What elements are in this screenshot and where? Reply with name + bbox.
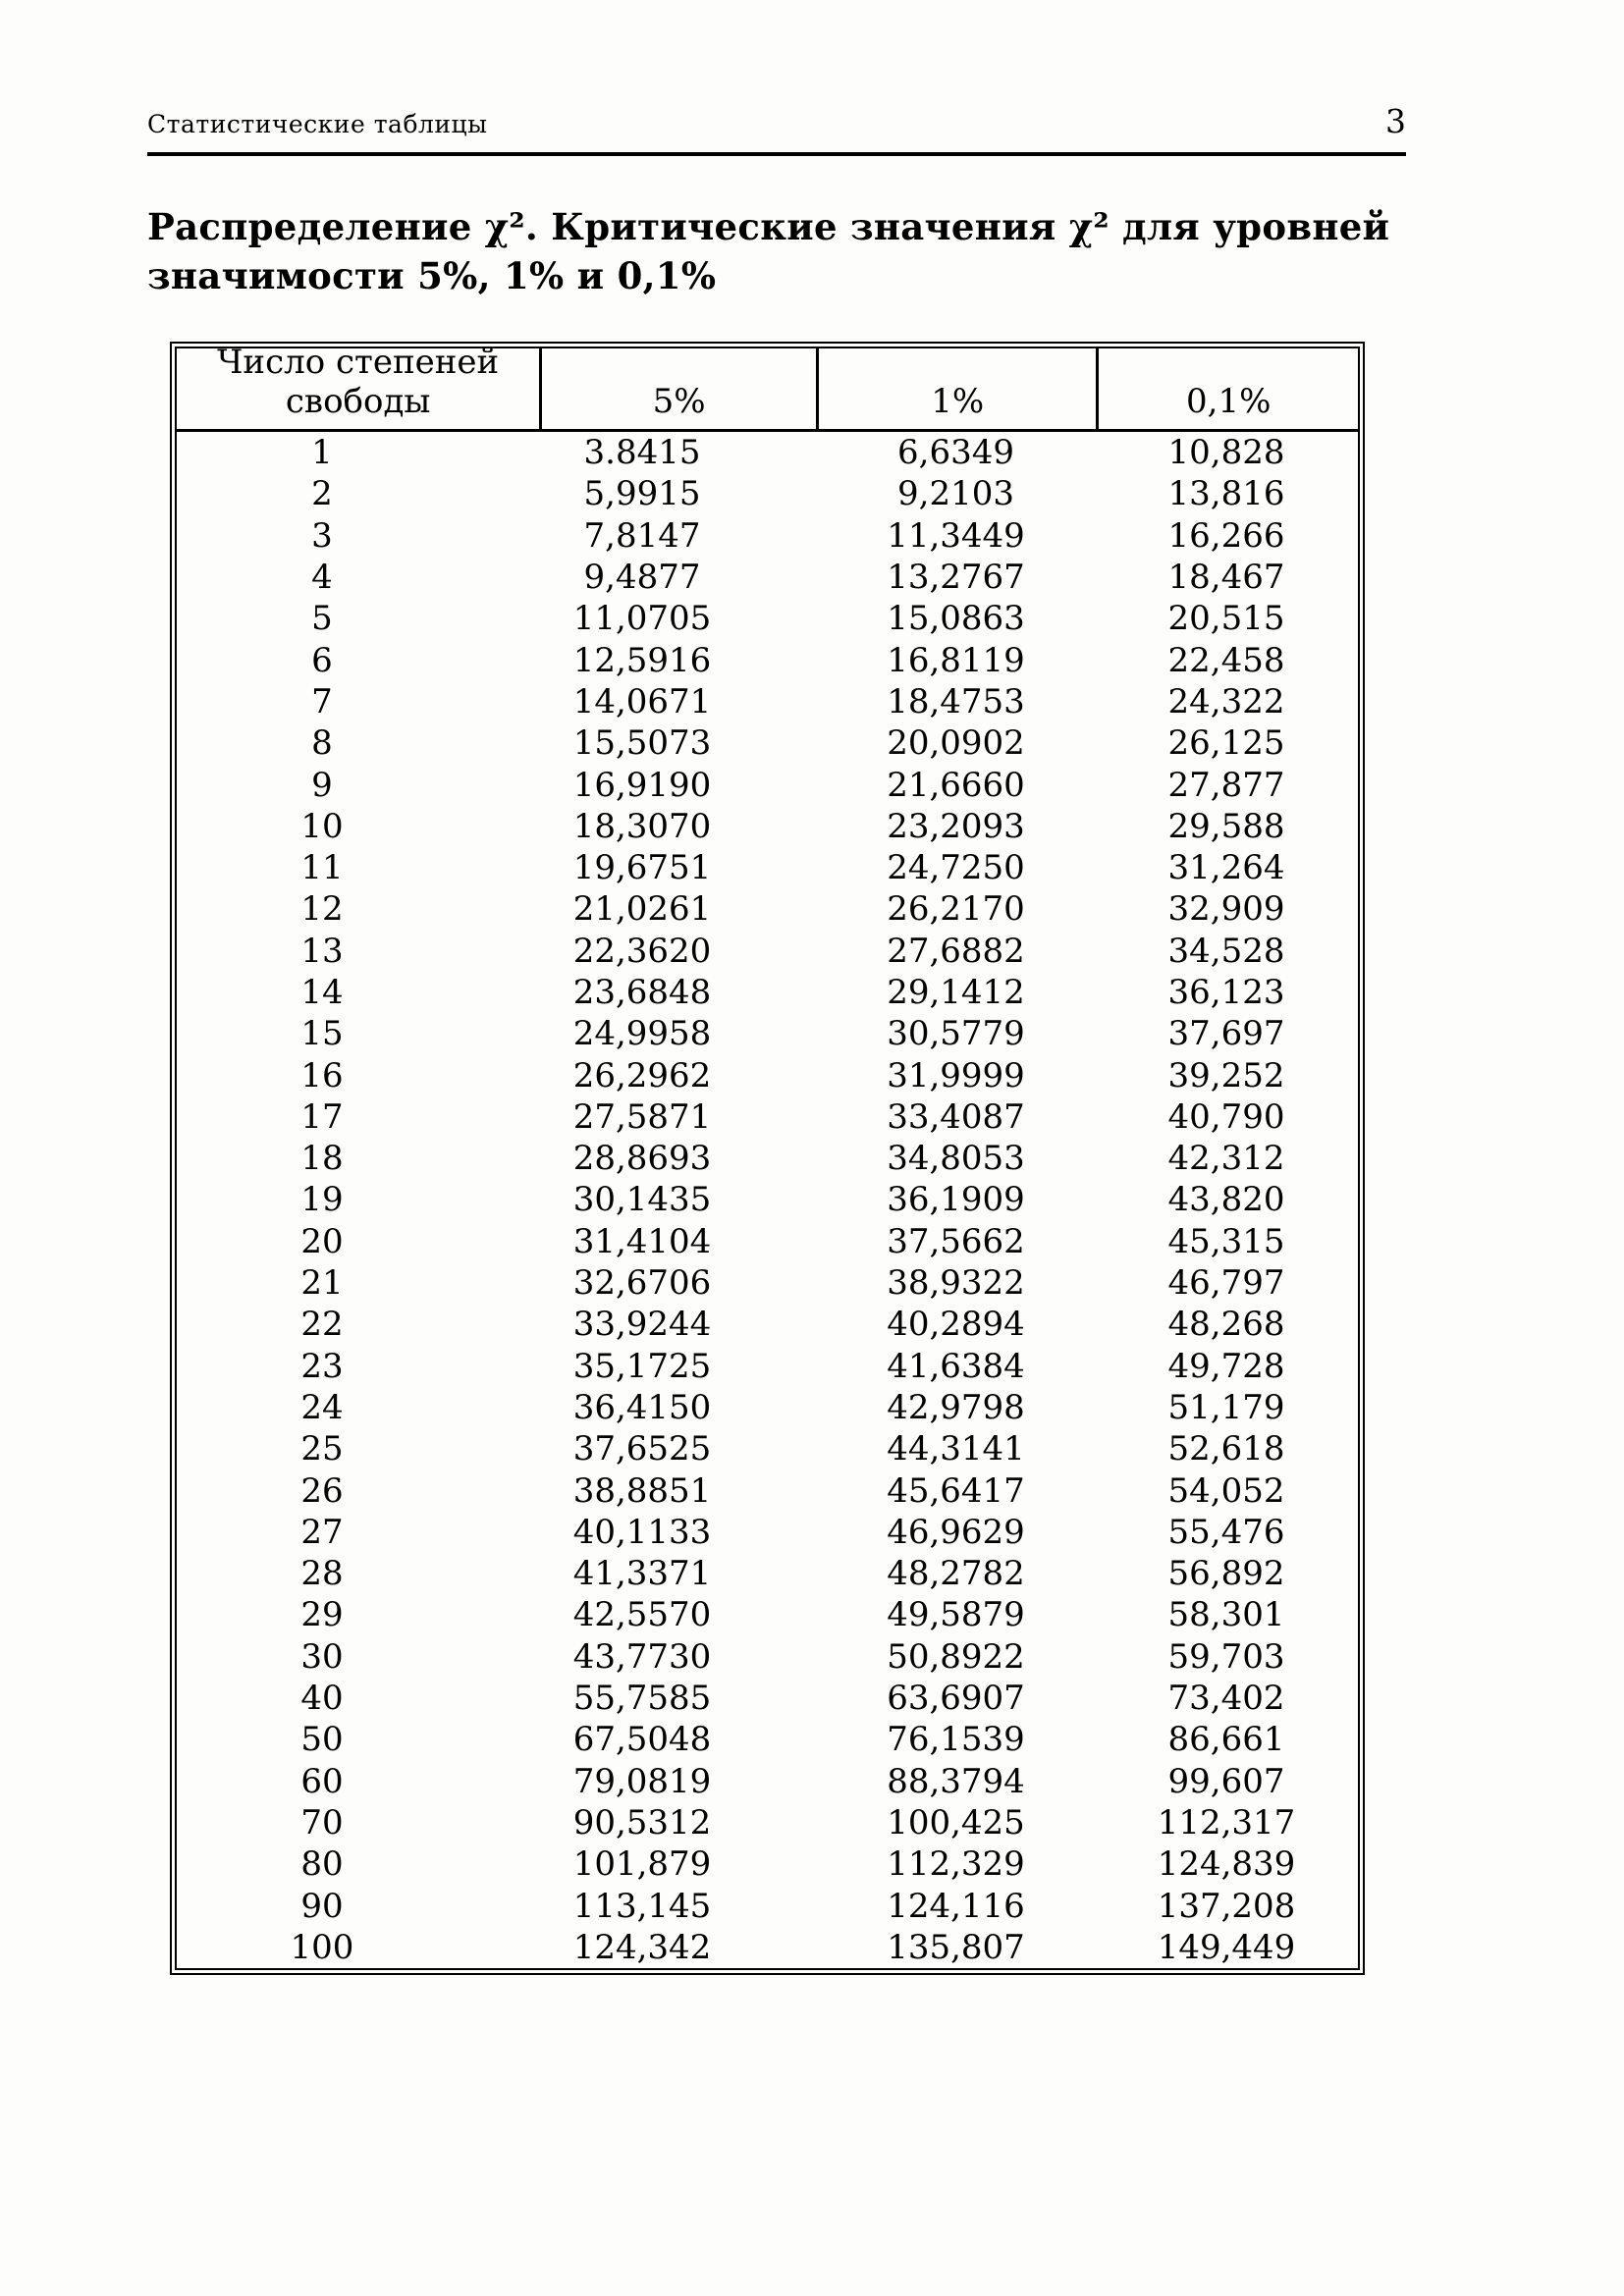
column-header-degrees-line-2: свободы bbox=[285, 382, 431, 421]
value-cell-1pct: 50,8922 bbox=[887, 1636, 1025, 1677]
value-cell-5pct: 36,4150 bbox=[572, 1387, 712, 1427]
df-cell: 20 bbox=[300, 1221, 344, 1261]
document-title bbox=[147, 202, 1424, 300]
value-cell-01pct: 86,661 bbox=[1167, 1720, 1285, 1760]
table-row bbox=[177, 888, 1358, 930]
df-cell: 12 bbox=[300, 889, 344, 930]
value-cell-5pct: 19,6751 bbox=[572, 848, 712, 888]
df-cell: 90 bbox=[300, 1886, 344, 1926]
df-cell: 14 bbox=[300, 973, 344, 1012]
df-cell: 9 bbox=[311, 765, 333, 805]
value-cell-5pct: 24,9958 bbox=[572, 1014, 712, 1054]
df-cell: 3 bbox=[311, 515, 333, 556]
header-rule bbox=[147, 152, 1406, 156]
table-row bbox=[177, 1387, 1358, 1428]
value-cell-5pct: 26,2962 bbox=[572, 1055, 712, 1095]
table-row bbox=[177, 1678, 1358, 1719]
value-cell-01pct: 37,697 bbox=[1167, 1014, 1285, 1054]
df-cell: 19 bbox=[300, 1180, 344, 1220]
value-cell-01pct: 45,315 bbox=[1167, 1221, 1285, 1261]
value-cell-1pct: 34,8053 bbox=[887, 1139, 1025, 1179]
df-cell: 17 bbox=[300, 1096, 344, 1137]
table-row bbox=[177, 847, 1358, 888]
value-cell-1pct: 38,9322 bbox=[887, 1263, 1025, 1304]
value-cell-5pct: 55,7585 bbox=[572, 1679, 712, 1719]
value-cell-01pct: 42,312 bbox=[1167, 1139, 1285, 1179]
df-cell: 26 bbox=[300, 1470, 344, 1511]
table-row bbox=[177, 1512, 1358, 1553]
value-cell-01pct: 26,125 bbox=[1167, 723, 1285, 764]
column-header-5-percent: 5% bbox=[539, 348, 816, 429]
table-row bbox=[177, 1843, 1358, 1885]
value-cell-5pct: 90,5312 bbox=[572, 1802, 712, 1842]
table-row bbox=[177, 1636, 1358, 1678]
table-row bbox=[177, 1594, 1358, 1635]
value-cell-01pct: 73,402 bbox=[1167, 1679, 1285, 1719]
value-cell-01pct: 55,476 bbox=[1167, 1512, 1285, 1552]
value-cell-01pct: 58,301 bbox=[1167, 1595, 1285, 1635]
df-cell: 29 bbox=[300, 1595, 344, 1635]
value-cell-01pct: 10,828 bbox=[1167, 433, 1285, 473]
table-row bbox=[177, 1304, 1358, 1345]
value-cell-01pct: 48,268 bbox=[1167, 1305, 1285, 1345]
value-cell-5pct: 9,4877 bbox=[583, 558, 701, 598]
value-cell-1pct: 30,5779 bbox=[887, 1014, 1025, 1054]
value-cell-5pct: 124,342 bbox=[572, 1927, 712, 1967]
column-header-0-1-percent: 0,1% bbox=[1096, 348, 1358, 429]
value-cell-1pct: 18,4753 bbox=[887, 681, 1025, 721]
df-cell: 1 bbox=[311, 433, 333, 473]
chi-square-critical-values-table bbox=[170, 342, 1365, 1975]
table-row bbox=[177, 1761, 1358, 1802]
value-cell-1pct: 23,2093 bbox=[887, 806, 1025, 846]
value-cell-01pct: 46,797 bbox=[1167, 1263, 1285, 1304]
value-cell-1pct: 6,6349 bbox=[897, 433, 1014, 473]
value-cell-5pct: 41,3371 bbox=[572, 1554, 712, 1594]
value-cell-5pct: 33,9244 bbox=[572, 1305, 712, 1345]
table-row bbox=[177, 515, 1358, 557]
value-cell-1pct: 24,7250 bbox=[887, 848, 1025, 888]
df-cell: 21 bbox=[300, 1263, 344, 1304]
value-cell-01pct: 36,123 bbox=[1167, 973, 1285, 1012]
table-row bbox=[177, 1469, 1358, 1511]
value-cell-01pct: 99,607 bbox=[1167, 1761, 1285, 1801]
value-cell-5pct: 31,4104 bbox=[572, 1221, 712, 1261]
column-header-degrees-line-1: Число степеней bbox=[217, 343, 500, 382]
df-cell: 25 bbox=[300, 1429, 344, 1469]
df-cell: 10 bbox=[300, 806, 344, 846]
value-cell-1pct: 9,2103 bbox=[897, 474, 1014, 514]
table-row bbox=[177, 1428, 1358, 1469]
table-row bbox=[177, 1802, 1358, 1843]
value-cell-5pct: 14,0671 bbox=[572, 681, 712, 721]
page-number: 3 bbox=[1385, 102, 1406, 140]
value-cell-01pct: 34,528 bbox=[1167, 931, 1285, 971]
value-cell-5pct: 101,879 bbox=[572, 1844, 712, 1885]
value-cell-1pct: 124,116 bbox=[887, 1886, 1025, 1926]
value-cell-5pct: 12,5916 bbox=[572, 640, 712, 680]
df-cell: 30 bbox=[300, 1636, 344, 1677]
value-cell-1pct: 41,6384 bbox=[887, 1346, 1025, 1386]
table-row bbox=[177, 972, 1358, 1013]
value-cell-1pct: 100,425 bbox=[887, 1802, 1025, 1842]
table-row bbox=[177, 1179, 1358, 1220]
value-cell-1pct: 48,2782 bbox=[887, 1554, 1025, 1594]
value-cell-1pct: 21,6660 bbox=[887, 765, 1025, 805]
value-cell-1pct: 45,6417 bbox=[887, 1470, 1025, 1511]
value-cell-01pct: 20,515 bbox=[1167, 599, 1285, 639]
value-cell-01pct: 18,467 bbox=[1167, 558, 1285, 598]
table-row bbox=[177, 639, 1358, 680]
value-cell-1pct: 63,6907 bbox=[887, 1679, 1025, 1719]
table-row bbox=[177, 1885, 1358, 1926]
df-cell: 23 bbox=[300, 1346, 344, 1386]
table-row bbox=[177, 764, 1358, 805]
table-row bbox=[177, 1096, 1358, 1138]
value-cell-01pct: 124,839 bbox=[1157, 1844, 1296, 1885]
value-cell-5pct: 15,5073 bbox=[572, 723, 712, 764]
value-cell-1pct: 76,1539 bbox=[887, 1720, 1025, 1760]
value-cell-01pct: 31,264 bbox=[1167, 848, 1285, 888]
value-cell-5pct: 5,9915 bbox=[583, 474, 701, 514]
table-row bbox=[177, 681, 1358, 722]
running-title: Статистические таблицы bbox=[147, 110, 488, 138]
document-title-line-2: значимости 5%, 1% и 0,1% bbox=[147, 254, 717, 297]
df-cell: 80 bbox=[300, 1844, 344, 1885]
value-cell-1pct: 49,5879 bbox=[887, 1595, 1025, 1635]
df-cell: 11 bbox=[300, 848, 344, 888]
df-cell: 15 bbox=[300, 1014, 344, 1054]
value-cell-1pct: 20,0902 bbox=[887, 723, 1025, 764]
table-row bbox=[177, 1054, 1358, 1095]
table-row bbox=[177, 1346, 1358, 1387]
value-cell-1pct: 15,0863 bbox=[887, 599, 1025, 639]
value-cell-1pct: 36,1909 bbox=[887, 1180, 1025, 1220]
column-header-1-percent: 1% bbox=[816, 348, 1097, 429]
value-cell-01pct: 52,618 bbox=[1167, 1429, 1285, 1469]
value-cell-5pct: 42,5570 bbox=[572, 1595, 712, 1635]
value-cell-01pct: 39,252 bbox=[1167, 1055, 1285, 1095]
df-cell: 7 bbox=[311, 681, 333, 721]
value-cell-1pct: 88,3794 bbox=[887, 1761, 1025, 1801]
value-cell-1pct: 29,1412 bbox=[887, 973, 1025, 1012]
value-cell-5pct: 40,1133 bbox=[572, 1512, 712, 1552]
value-cell-5pct: 3.8415 bbox=[583, 433, 701, 473]
df-cell: 70 bbox=[300, 1802, 344, 1842]
table-row bbox=[177, 1262, 1358, 1304]
table-row bbox=[177, 1719, 1358, 1760]
value-cell-1pct: 135,807 bbox=[887, 1927, 1025, 1967]
table-row bbox=[177, 722, 1358, 764]
value-cell-1pct: 112,329 bbox=[887, 1844, 1025, 1885]
value-cell-01pct: 112,317 bbox=[1157, 1802, 1296, 1842]
table-row bbox=[177, 1221, 1358, 1262]
table-row bbox=[177, 1138, 1358, 1179]
value-cell-01pct: 59,703 bbox=[1167, 1636, 1285, 1677]
value-cell-5pct: 79,0819 bbox=[572, 1761, 712, 1801]
value-cell-5pct: 22,3620 bbox=[572, 931, 712, 971]
df-cell: 22 bbox=[300, 1305, 344, 1345]
running-header bbox=[147, 102, 1406, 140]
df-cell: 2 bbox=[311, 474, 333, 514]
df-cell: 4 bbox=[311, 558, 333, 598]
value-cell-01pct: 32,909 bbox=[1167, 889, 1285, 930]
table-row bbox=[177, 473, 1358, 514]
value-cell-01pct: 22,458 bbox=[1167, 640, 1285, 680]
value-cell-5pct: 18,3070 bbox=[572, 806, 712, 846]
df-cell: 60 bbox=[300, 1761, 344, 1801]
df-cell: 27 bbox=[300, 1512, 344, 1552]
value-cell-5pct: 37,6525 bbox=[572, 1429, 712, 1469]
table-row bbox=[177, 1927, 1358, 1968]
table-row bbox=[177, 931, 1358, 972]
table-row bbox=[177, 806, 1358, 847]
value-cell-01pct: 51,179 bbox=[1167, 1387, 1285, 1427]
value-cell-1pct: 46,9629 bbox=[887, 1512, 1025, 1552]
value-cell-01pct: 13,816 bbox=[1167, 474, 1285, 514]
table-row bbox=[177, 1013, 1358, 1054]
value-cell-5pct: 11,0705 bbox=[572, 599, 712, 639]
value-cell-1pct: 26,2170 bbox=[887, 889, 1025, 930]
value-cell-5pct: 38,8851 bbox=[572, 1470, 712, 1511]
value-cell-5pct: 28,8693 bbox=[572, 1139, 712, 1179]
table-row bbox=[177, 557, 1358, 598]
value-cell-01pct: 43,820 bbox=[1167, 1180, 1285, 1220]
value-cell-01pct: 49,728 bbox=[1167, 1346, 1285, 1386]
table-row bbox=[177, 598, 1358, 639]
value-cell-5pct: 113,145 bbox=[572, 1886, 712, 1926]
table-header-row bbox=[177, 343, 1358, 432]
value-cell-5pct: 67,5048 bbox=[572, 1720, 712, 1760]
value-cell-01pct: 54,052 bbox=[1167, 1470, 1285, 1511]
table-row bbox=[177, 432, 1358, 473]
value-cell-5pct: 27,5871 bbox=[572, 1096, 712, 1137]
column-header-degrees-of-freedom bbox=[177, 343, 539, 429]
value-cell-5pct: 16,9190 bbox=[572, 765, 712, 805]
df-cell: 8 bbox=[311, 723, 333, 764]
value-cell-5pct: 7,8147 bbox=[583, 515, 701, 556]
df-cell: 5 bbox=[311, 599, 333, 639]
df-cell: 16 bbox=[300, 1055, 344, 1095]
value-cell-5pct: 21,0261 bbox=[572, 889, 712, 930]
value-cell-1pct: 37,5662 bbox=[887, 1221, 1025, 1261]
value-cell-01pct: 16,266 bbox=[1167, 515, 1285, 556]
value-cell-1pct: 27,6882 bbox=[887, 931, 1025, 971]
table-row bbox=[177, 1553, 1358, 1594]
value-cell-5pct: 43,7730 bbox=[572, 1636, 712, 1677]
value-cell-1pct: 31,9999 bbox=[887, 1055, 1025, 1095]
value-cell-1pct: 42,9798 bbox=[887, 1387, 1025, 1427]
df-cell: 40 bbox=[300, 1679, 344, 1719]
value-cell-01pct: 137,208 bbox=[1157, 1886, 1296, 1926]
value-cell-1pct: 16,8119 bbox=[887, 640, 1025, 680]
df-cell: 13 bbox=[300, 931, 344, 971]
document-title-line-1: Распределение χ². Критические значения χ² для уровней bbox=[147, 205, 1390, 248]
value-cell-01pct: 27,877 bbox=[1167, 765, 1285, 805]
value-cell-1pct: 11,3449 bbox=[887, 515, 1025, 556]
value-cell-5pct: 32,6706 bbox=[572, 1263, 712, 1304]
value-cell-01pct: 24,322 bbox=[1167, 681, 1285, 721]
value-cell-1pct: 13,2767 bbox=[887, 558, 1025, 598]
value-cell-1pct: 33,4087 bbox=[887, 1096, 1025, 1137]
value-cell-1pct: 44,3141 bbox=[887, 1429, 1025, 1469]
value-cell-01pct: 149,449 bbox=[1157, 1927, 1296, 1967]
df-cell: 6 bbox=[311, 640, 333, 680]
value-cell-5pct: 35,1725 bbox=[572, 1346, 712, 1386]
df-cell: 18 bbox=[300, 1139, 344, 1179]
value-cell-01pct: 40,790 bbox=[1167, 1096, 1285, 1137]
value-cell-01pct: 29,588 bbox=[1167, 806, 1285, 846]
df-cell: 28 bbox=[300, 1554, 344, 1594]
df-cell: 50 bbox=[300, 1720, 344, 1760]
df-cell: 100 bbox=[290, 1927, 354, 1967]
value-cell-5pct: 30,1435 bbox=[572, 1180, 712, 1220]
value-cell-1pct: 40,2894 bbox=[887, 1305, 1025, 1345]
value-cell-5pct: 23,6848 bbox=[572, 973, 712, 1012]
table-body bbox=[177, 432, 1358, 1968]
value-cell-01pct: 56,892 bbox=[1167, 1554, 1285, 1594]
df-cell: 24 bbox=[300, 1387, 344, 1427]
